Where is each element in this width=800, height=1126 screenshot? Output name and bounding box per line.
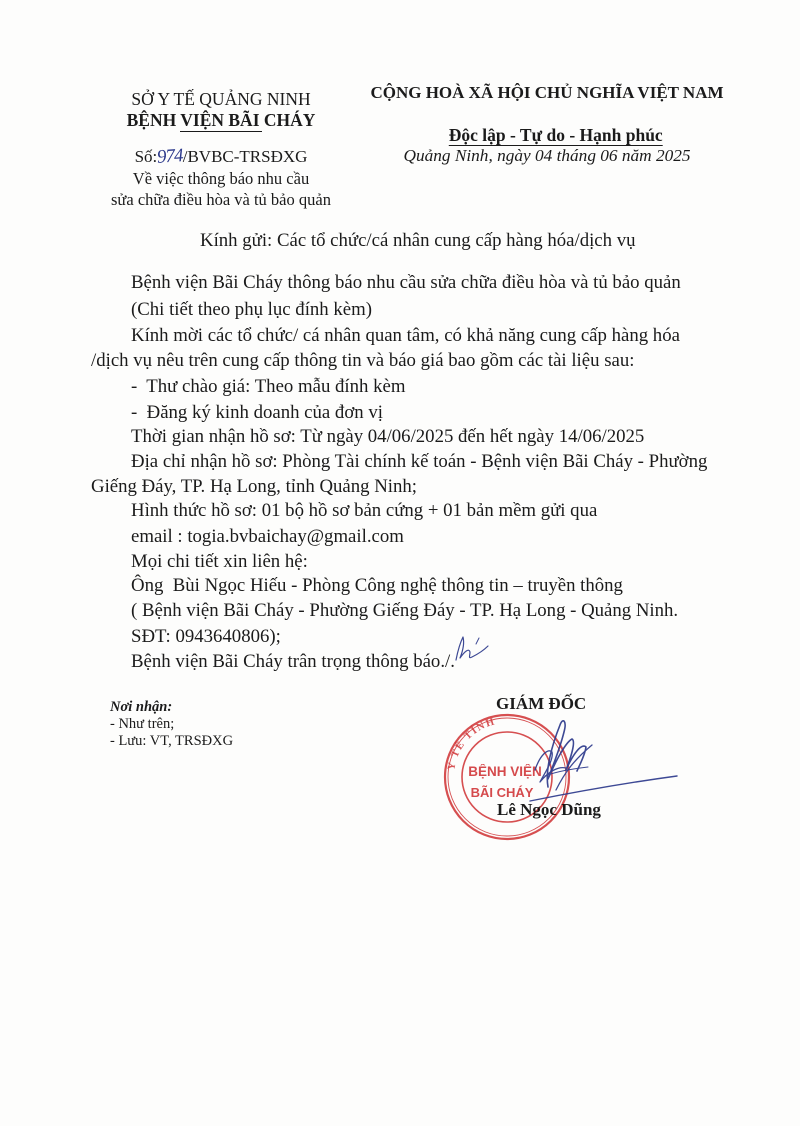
signature-underline [545,767,588,776]
body-line-phone: SĐT: 0943640806); [131,626,281,647]
stamp-outer-ring [445,715,569,839]
initials-mark [456,637,488,660]
signature-loop [535,751,566,782]
republic-title: CỘNG HOÀ XÃ HỘI CHỦ NGHĨA VIỆT NAM [370,83,724,102]
hospital-name: BỆNH VIỆN BÃI CHÁY [126,110,316,130]
body-line-contact: Ông Bùi Ngọc Hiếu - Phòng Công nghệ thông tin – truyền thông [131,575,623,596]
signer-name: Lê Ngọc Dũng [497,800,601,819]
doc-number-prefix: Số: [134,147,158,166]
stamp-line-1: BỆNH VIỆN [468,764,542,779]
body-line: Địa chỉ nhận hồ sơ: Phòng Tài chính kế toán - Bệnh viện Bãi Cháy - Phường [131,451,708,472]
document-number [96,147,346,167]
signature-scribble [547,721,586,787]
body-line: Giếng Đáy, TP. Hạ Long, tỉnh Quảng Ninh; [91,476,418,497]
subject-line: Về việc thông báo nhu cầu [132,169,310,188]
body-line: Thời gian nhận hồ sơ: Từ ngày 04/06/2025 đến hết ngày 14/06/2025 [131,426,645,447]
subject-line: sửa chữa điều hòa và tủ bảo quản [111,190,331,209]
distribution-item: - Như trên; [110,716,175,732]
stamp-ring-text: Y TẾ TỈNH [446,716,497,772]
signer-title: GIÁM ĐỐC [496,694,587,713]
body-line-bullet: - Đăng ký kinh doanh của đơn vị [131,402,383,423]
handwritten-doc-number: 974 [156,145,184,168]
body-line-bullet: - Thư chào giá: Theo mẫu đính kèm [131,376,406,397]
distribution-item: - Lưu: VT, TRSĐXG [110,733,234,749]
initials-tick [476,638,479,644]
agency-name: SỞ Y TẾ QUẢNG NINH [131,89,311,109]
recipient-line: Kính gửi: Các tổ chức/cá nhân cung cấp hàng hóa/dịch vụ [200,230,636,251]
body-line: (Chi tiết theo phụ lục đính kèm) [131,299,372,320]
body-line: ( Bệnh viện Bãi Cháy - Phường Giếng Đáy - TP. Hạ Long - Quảng Ninh. [131,600,679,621]
national-motto: Độc lập - Tự do - Hạnh phúc [448,125,663,145]
signature-stroke [556,745,592,790]
body-line: Kính mời các tổ chức/ cá nhân quan tâm, có khả năng cung cấp hàng hóa [131,325,680,346]
doc-number-suffix: /BVBC-TRSĐXG [182,147,308,166]
signature-tail [530,776,677,801]
body-line: Hình thức hồ sơ: 01 bộ hồ sơ bản cứng + 01 bản mềm gửi qua [131,500,598,521]
body-line: Bệnh viện Bãi Cháy thông báo nhu cầu sửa chữa điều hòa và tủ bảo quản [131,272,681,293]
distribution-title: Nơi nhận: [110,699,173,715]
hospital-underline [180,131,262,132]
body-line-closing: Bệnh viện Bãi Cháy trân trọng thông báo./. [131,651,455,672]
body-line: Mọi chi tiết xin liên hệ: [131,551,308,572]
body-line: /dịch vụ nêu trên cung cấp thông tin và báo giá bao gồm các tài liệu sau: [91,350,635,371]
stamp-line-2: BÃI CHÁY [470,785,534,800]
body-line-email: email : togia.bvbaichay@gmail.com [131,526,404,547]
place-date: Quảng Ninh, ngày 04 tháng 06 năm 2025 [403,146,691,165]
